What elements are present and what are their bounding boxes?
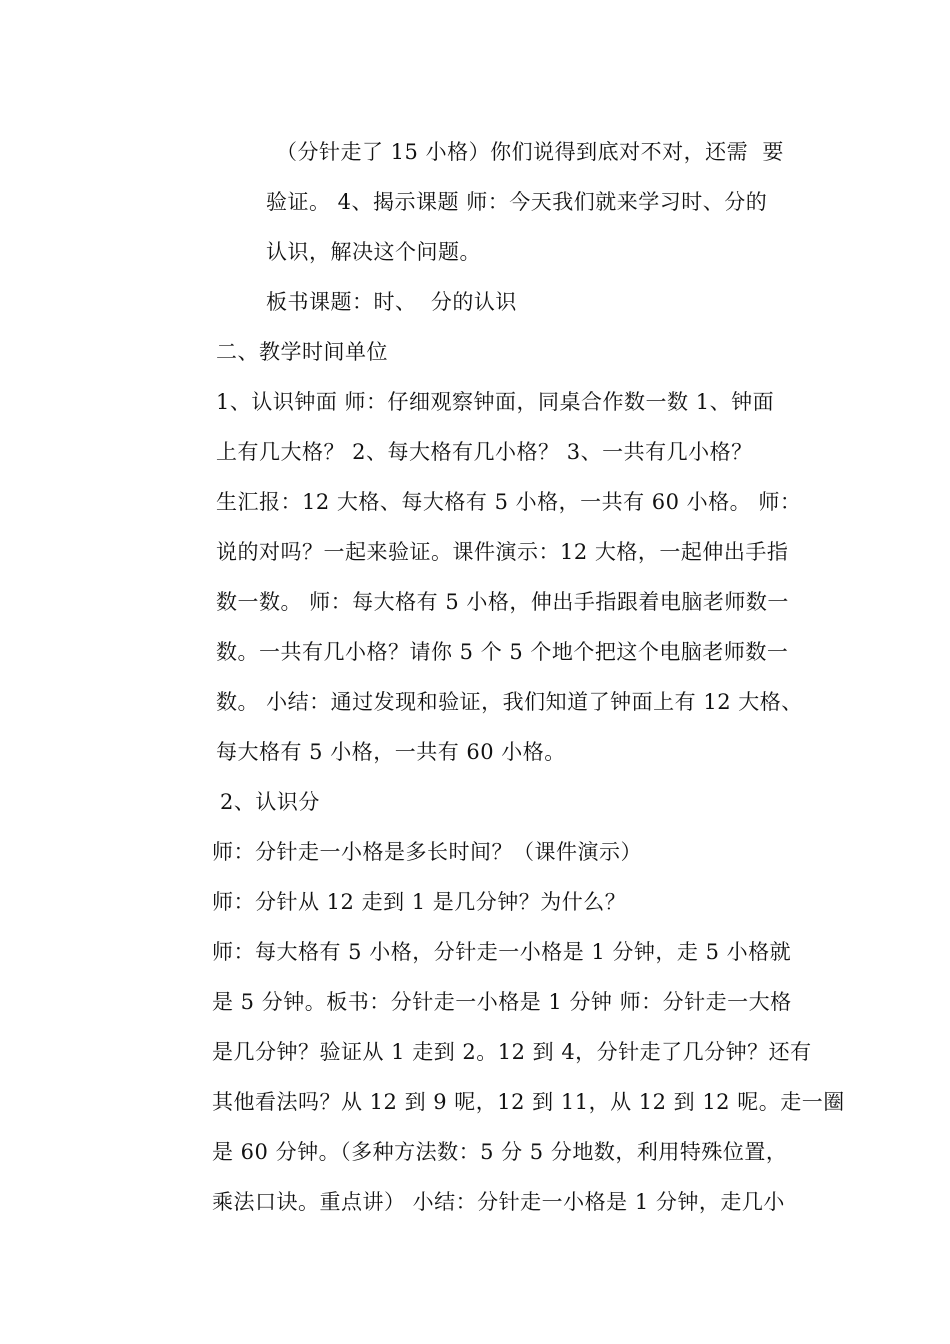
- text-line: 生汇报：12 大格、每大格有 5 小格，一共有 60 小格。 师：: [216, 490, 802, 514]
- text-line: 认识，解决这个问题。: [266, 240, 481, 264]
- text-line: 板书课题：时、 分的认识: [266, 290, 517, 314]
- text-line: （分针走了 15 小格）你们说得到底对不对，还需 要: [276, 140, 784, 164]
- text-line: 师：分针走一小格是多长时间？（课件演示）: [212, 840, 642, 864]
- text-line: 1、认识钟面 师：仔细观察钟面，同桌合作数一数 1、钟面: [216, 390, 775, 414]
- text-line: 师：分针从 12 走到 1 是几分钟？为什么？: [212, 890, 627, 914]
- text-line: 每大格有 5 小格，一共有 60 小格。: [216, 740, 566, 764]
- text-line: 其他看法吗？从 12 到 9 呢，12 到 11，从 12 到 12 呢。走一圈: [212, 1090, 845, 1114]
- text-line: 是几分钟？验证从 1 走到 2。12 到 4，分针走了几分钟？还有: [212, 1040, 812, 1064]
- text-line: 是 5 分钟。板书：分针走一小格是 1 分钟 师：分针走一大格: [212, 990, 792, 1014]
- text-line: 验证。 4、揭示课题 师：今天我们就来学习时、分的: [266, 190, 768, 214]
- text-line: 是 60 分钟。（多种方法数：5 分 5 分地数，利用特殊位置，: [212, 1140, 788, 1164]
- text-line: 数。 小结：通过发现和验证，我们知道了钟面上有 12 大格、: [216, 690, 803, 714]
- section-heading: 二、教学时间单位: [216, 340, 388, 364]
- subsection-heading: 2、认识分: [220, 790, 320, 814]
- text-line: 数一数。 师：每大格有 5 小格，伸出手指跟着电脑老师数一: [216, 590, 789, 614]
- text-line: 乘法口诀。重点讲） 小结：分针走一小格是 1 分钟，走几小: [212, 1190, 785, 1214]
- text-line: 说的对吗？一起来验证。课件演示：12 大格，一起伸出手指: [216, 540, 789, 564]
- text-line: 师：每大格有 5 小格，分针走一小格是 1 分钟，走 5 小格就: [212, 940, 792, 964]
- text-line: 数。一共有几小格？请你 5 个 5 个地个把这个电脑老师数一: [216, 640, 789, 664]
- text-line: 上有几大格？ 2、每大格有几小格？ 3、一共有几小格？: [216, 440, 753, 464]
